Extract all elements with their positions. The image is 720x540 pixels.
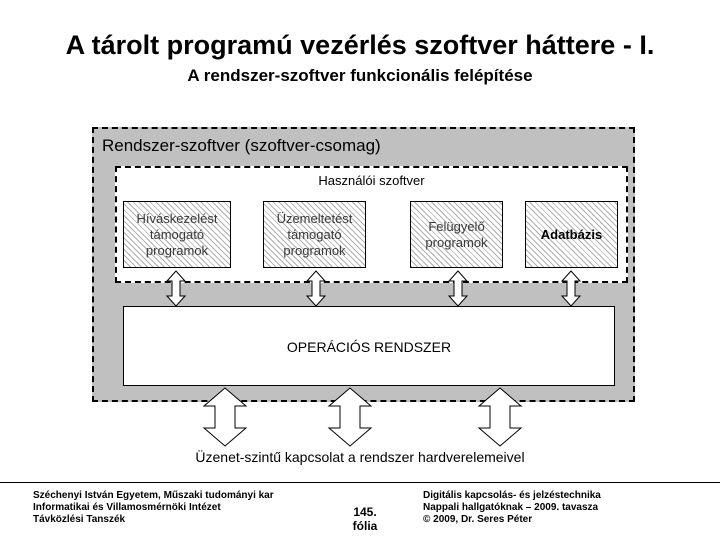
footer-page — [340, 505, 390, 533]
page-label: fólia — [352, 519, 378, 533]
large-double-arrow-icon-2 — [329, 388, 371, 446]
large-double-arrow-icon-3 — [479, 388, 521, 446]
footer-course — [423, 490, 713, 526]
slide-subtitle: A rendszer-szoftver funkcionális felépítése — [187, 66, 533, 85]
footer-institute: Informatikai és Villamosmérnöki Intézet — [33, 502, 221, 513]
user-software-label: Használói szoftver — [318, 173, 425, 188]
footer-copyright: © 2009, Dr. Seres Péter — [423, 514, 533, 525]
footer-department: Távközlési Tanszék — [33, 514, 126, 525]
footer-university: Széchenyi István Egyetem, Műszaki tudományi kar — [33, 490, 274, 501]
call-handling-programs-label: Híváskezelést támogató programok — [136, 210, 218, 258]
double-arrow-icon-3 — [449, 271, 467, 306]
large-double-arrow-icon-1 — [204, 388, 246, 446]
database-label: Adatbázis — [540, 226, 603, 242]
system-software-label: Rendszer-szoftver (szoftver-csomag) — [102, 136, 381, 155]
footer-course-audience: Nappali hallgatóknak – 2009. tavasza — [423, 502, 599, 513]
double-arrow-icon-1 — [167, 271, 185, 306]
footer-course-title: Digitális kapcsolás- és jelzéstechnika — [423, 490, 601, 501]
slide-title: A tárolt programú vezérlés szoftver háttere - I. — [65, 30, 655, 60]
double-arrow-icon-2 — [307, 271, 325, 306]
hardware-connection-label: Üzenet-szintű kapcsolat a rendszer hardverelemeivel — [195, 449, 525, 465]
operating-system-label: OPERÁCIÓS RENDSZER — [286, 339, 452, 355]
double-arrow-icon-4 — [562, 271, 580, 306]
page-number: 145. — [353, 505, 377, 519]
footer-divider — [0, 482, 720, 483]
supervisor-programs-label: Felügyelő programok — [425, 218, 488, 250]
footer-institution — [33, 490, 333, 526]
operation-support-programs-label: Üzemeltetést támogató programok — [276, 210, 353, 258]
